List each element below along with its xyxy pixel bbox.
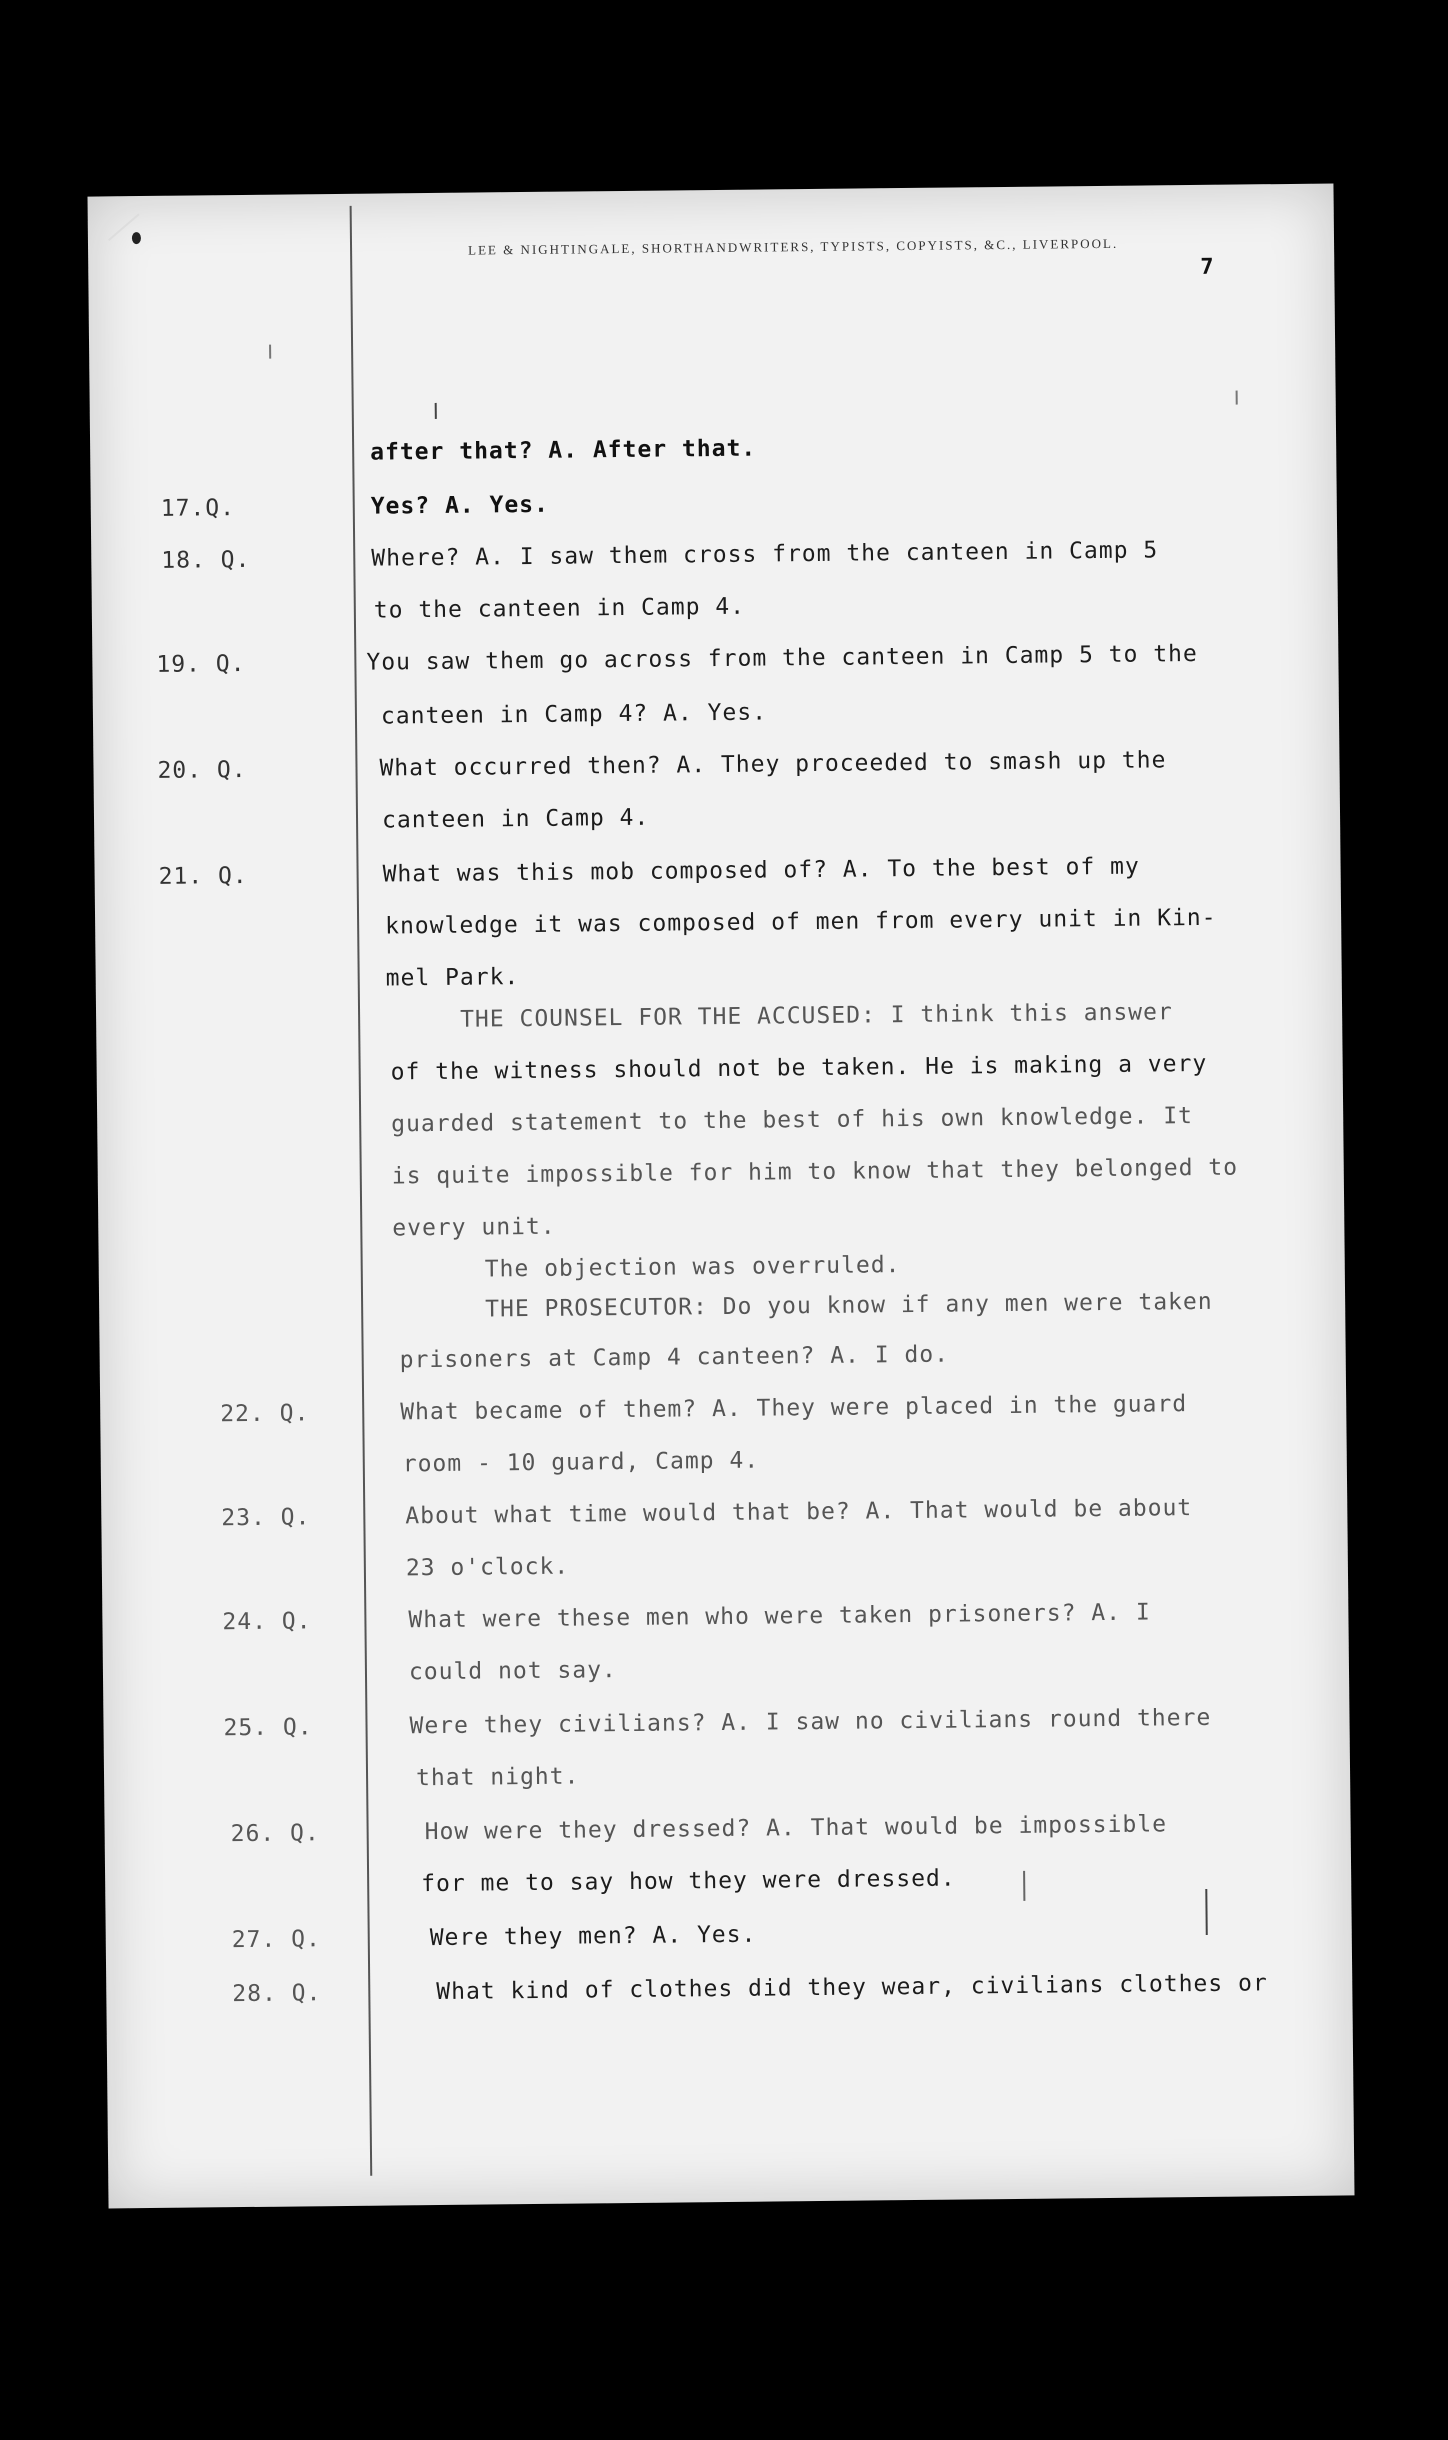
transcript-line: Were they men? A. Yes. — [429, 1921, 757, 1952]
transcript-line: THE PROSECUTOR: Do you know if any men were taken — [485, 1288, 1213, 1323]
question-number: 20. Q. — [157, 756, 247, 784]
question-number: 25. Q. — [223, 1714, 313, 1742]
question-number: 28. Q. — [232, 1980, 322, 2008]
document-page — [87, 184, 1354, 2209]
transcript-line: You saw them go across from the canteen in Camp 5 to the — [366, 640, 1198, 676]
letterhead: LEE & NIGHTINGALE, SHORTHANDWRITERS, TYPISTS, COPYISTS, &C., LIVERPOOL. — [468, 235, 1119, 258]
transcript-line: every unit. — [392, 1213, 556, 1242]
transcript-line: could not say. — [408, 1657, 617, 1686]
transcript-line: mel Park. — [385, 964, 520, 992]
transcript-line: for me to say how they were dressed. — [421, 1865, 956, 1898]
scan-mark — [1236, 391, 1238, 405]
transcript-line: What was this mob composed of? A. To the best of my — [382, 853, 1140, 888]
margin-rule — [350, 206, 373, 2176]
transcript-line: 23 o'clock. — [405, 1553, 570, 1582]
transcript-line: to the canteen in Camp 4. — [373, 593, 746, 624]
transcript-line: is quite impossible for him to know that they belonged to — [391, 1154, 1239, 1190]
question-number: 27. Q. — [231, 1926, 321, 1954]
scan-mark — [132, 232, 141, 244]
transcript-line: that night. — [415, 1763, 580, 1792]
transcript-line: prisoners at Camp 4 canteen? A. I do. — [399, 1341, 950, 1374]
transcript-line: room - 10 guard, Camp 4. — [402, 1447, 760, 1478]
transcript-line: The objection was overruled. — [484, 1252, 901, 1283]
question-number: 21. Q. — [158, 862, 248, 890]
transcript-line: What occurred then? A. They proceeded to smash up the — [379, 747, 1167, 782]
transcript-line: Yes? A. Yes. — [370, 491, 550, 520]
scan-mark — [1023, 1871, 1025, 1901]
transcript-line: of the witness should not be taken. He is making a very — [390, 1050, 1208, 1086]
transcript-line: guarded statement to the best of his own knowledge. It — [391, 1103, 1194, 1138]
transcript-line: How were they dressed? A. That would be impossible — [424, 1811, 1168, 1846]
transcript-line: after that? A. After that. — [370, 435, 757, 466]
question-number: 24. Q. — [222, 1608, 312, 1636]
transcript-line: What became of them? A. They were placed in the guard — [400, 1391, 1188, 1426]
transcript-line: Where? A. I saw them cross from the canteen in Camp 5 — [371, 537, 1159, 572]
question-number: 18. Q. — [161, 546, 251, 574]
transcript-line: About what time would that be? A. That would be about — [405, 1495, 1193, 1530]
transcript-line: What were these men who were taken prisoners? A. I — [408, 1599, 1151, 1634]
question-number: 22. Q. — [220, 1400, 310, 1428]
transcript-line: canteen in Camp 4? A. Yes. — [380, 699, 768, 730]
question-number: 19. Q. — [156, 650, 246, 678]
transcript-line: knowledge it was composed of men from every unit in Kin- — [385, 904, 1217, 940]
question-number: 23. Q. — [221, 1504, 311, 1532]
scan-mark — [435, 403, 437, 419]
question-number: 17.Q. — [160, 495, 236, 522]
transcript-line: Were they civilians? A. I saw no civilians round there — [409, 1704, 1212, 1740]
page-number: 7 — [1200, 254, 1214, 280]
question-number: 26. Q. — [230, 1820, 320, 1848]
transcript-line: What kind of clothes did they wear, civilians clothes or — [436, 1970, 1268, 2006]
scan-mark — [1205, 1889, 1207, 1935]
scan-mark — [269, 345, 271, 359]
transcript-line: canteen in Camp 4. — [381, 804, 650, 834]
transcript-line: THE COUNSEL FOR THE ACCUSED: I think this answer — [460, 999, 1173, 1033]
